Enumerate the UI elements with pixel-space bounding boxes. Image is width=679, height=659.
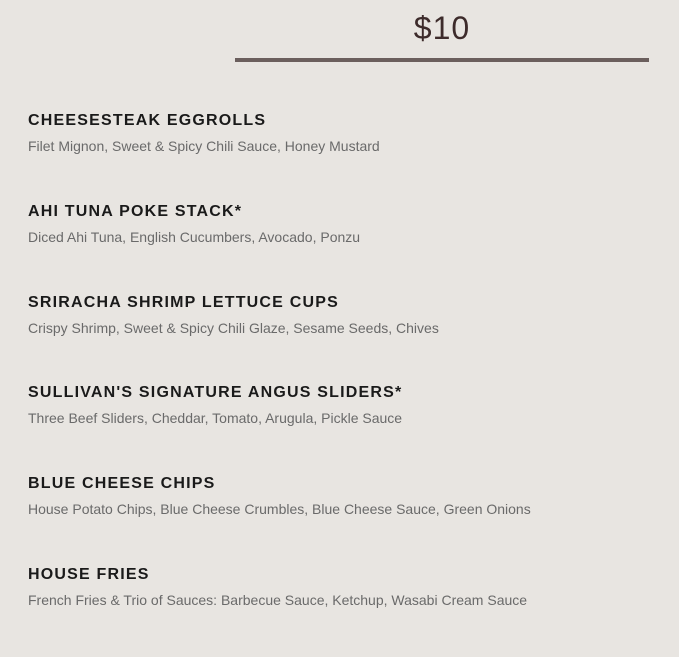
- menu-item: [28, 474, 648, 565]
- menu-item-description: French Fries & Trio of Sauces: Barbecue Sauce, Ketchup, Wasabi Cream Sauce: [28, 591, 528, 608]
- menu-item-description: House Potato Chips, Blue Cheese Crumbles, Blue Cheese Sauce, Green Onions: [28, 501, 531, 518]
- menu-item-description: Crispy Shrimp, Sweet & Spicy Chili Glaze, Sesame Seeds, Chives: [28, 319, 439, 336]
- menu-item-list: [28, 111, 648, 656]
- menu-item: [28, 293, 648, 384]
- menu-item-name: CHEESESTEAK EGGROLLS: [28, 112, 267, 129]
- menu-item-name: BLUE CHEESE CHIPS: [28, 475, 216, 493]
- menu-item-description: Diced Ahi Tuna, English Cucumbers, Avocado, Ponzu: [28, 228, 361, 245]
- menu-item-description: Filet Mignon, Sweet & Spicy Chili Sauce, Honey Mustard: [28, 138, 380, 154]
- menu-item: [28, 111, 648, 202]
- menu-item-name: SULLIVAN'S SIGNATURE ANGUS SLIDERS*: [28, 384, 403, 402]
- menu-item: [28, 565, 648, 656]
- menu-item-name: AHI TUNA POKE STACK*: [28, 202, 243, 220]
- menu-price: $10: [413, 10, 471, 46]
- menu-item: [28, 202, 648, 293]
- menu-item-description: Three Beef Sliders, Cheddar, Tomato, Arugula, Pickle Sauce: [28, 410, 403, 427]
- price-divider: [235, 58, 649, 62]
- menu-item-name: HOUSE FRIES: [28, 565, 150, 583]
- price-header: [235, 0, 649, 62]
- menu-item-name: SRIRACHA SHRIMP LETTUCE CUPS: [28, 293, 339, 311]
- menu-item: [28, 383, 648, 474]
